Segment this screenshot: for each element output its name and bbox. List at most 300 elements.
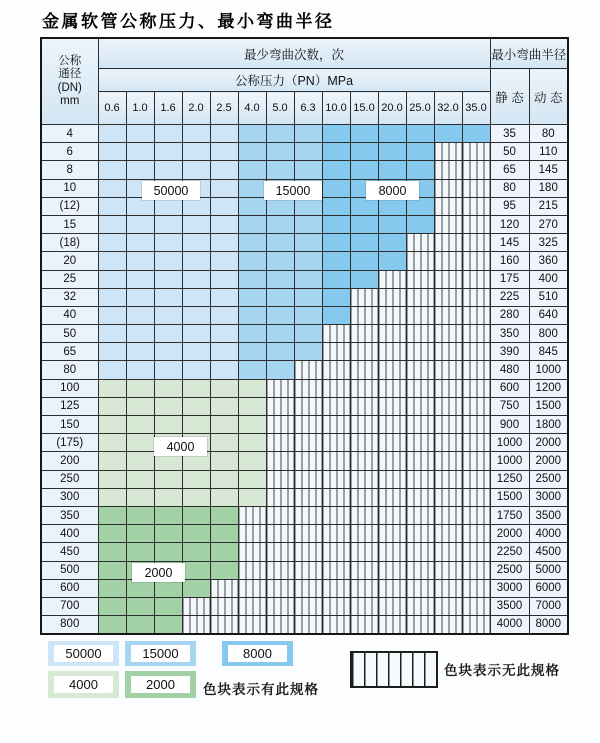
- spec-cell-4000: [98, 452, 126, 470]
- radius-header: 最小弯曲半径: [490, 38, 568, 69]
- dynamic-radius-cell: 2000: [529, 434, 568, 452]
- spec-cell-8000: [406, 215, 434, 233]
- spec-cell-15000: [266, 234, 294, 252]
- table-row-dn-600: [41, 579, 568, 597]
- pressure-col-2.5: 2.5: [210, 92, 238, 125]
- table-row-dn-350: [41, 506, 568, 524]
- no-spec-cell: [294, 506, 322, 524]
- spec-cell-8000: [378, 125, 406, 143]
- spec-cell-4000: [182, 488, 210, 506]
- no-spec-cell: [378, 488, 406, 506]
- dn-cell: 600: [41, 579, 98, 597]
- spec-cell-4000: [238, 379, 266, 397]
- no-spec-cell: [322, 325, 350, 343]
- no-spec-cell: [462, 252, 490, 270]
- spec-cell-15000: [238, 215, 266, 233]
- no-spec-cell: [238, 525, 266, 543]
- no-spec-cell: [462, 434, 490, 452]
- no-spec-cell: [350, 525, 378, 543]
- spec-cell-8000: [350, 161, 378, 179]
- no-spec-cell: [266, 397, 294, 415]
- spec-cell-50000: [126, 125, 154, 143]
- legend-has-spec-text: 色块表示有此规格: [203, 682, 319, 697]
- static-radius-cell: 3500: [490, 597, 529, 615]
- table-row-dn-700: [41, 597, 568, 615]
- no-spec-cell: [462, 397, 490, 415]
- no-spec-cell: [322, 616, 350, 634]
- pressure-col-6.3: 6.3: [294, 92, 322, 125]
- static-radius-cell: 480: [490, 361, 529, 379]
- no-spec-cell: [378, 452, 406, 470]
- no-spec-cell: [294, 470, 322, 488]
- spec-cell-4000: [98, 488, 126, 506]
- no-spec-cell: [406, 597, 434, 615]
- spec-cell-8000: [350, 234, 378, 252]
- spec-cell-2000: [126, 543, 154, 561]
- dn-cell: 50: [41, 325, 98, 343]
- spec-cell-4000: [126, 416, 154, 434]
- no-spec-cell: [434, 470, 462, 488]
- dn-cell: 500: [41, 561, 98, 579]
- spec-cell-50000: [210, 270, 238, 288]
- no-spec-cell: [210, 579, 238, 597]
- spec-cell-50000: [98, 252, 126, 270]
- spec-cell-4000: [98, 416, 126, 434]
- no-spec-cell: [350, 416, 378, 434]
- no-spec-cell: [350, 379, 378, 397]
- no-spec-cell: [406, 343, 434, 361]
- dn-header-line1: 公称: [58, 54, 82, 67]
- spec-table: [40, 37, 569, 635]
- no-spec-cell: [406, 397, 434, 415]
- spec-cell-50000: [182, 288, 210, 306]
- spec-cell-50000: [126, 215, 154, 233]
- no-spec-cell: [266, 488, 294, 506]
- no-spec-cell: [434, 488, 462, 506]
- table-row-dn-400: [41, 525, 568, 543]
- spec-cell-2000: [154, 543, 182, 561]
- dn-cell: 32: [41, 288, 98, 306]
- no-spec-cell: [378, 270, 406, 288]
- spec-cell-15000: [266, 306, 294, 324]
- no-spec-cell: [378, 506, 406, 524]
- no-spec-cell: [462, 143, 490, 161]
- spec-cell-50000: [98, 125, 126, 143]
- static-radius-cell: 1500: [490, 488, 529, 506]
- spec-cell-50000: [154, 306, 182, 324]
- spec-cell-15000: [238, 361, 266, 379]
- no-spec-cell: [266, 561, 294, 579]
- dn-cell: (12): [41, 197, 98, 215]
- no-spec-cell: [462, 579, 490, 597]
- spec-cell-50000: [98, 270, 126, 288]
- no-spec-cell: [378, 379, 406, 397]
- spec-cell-15000: [238, 343, 266, 361]
- spec-cell-8000: [322, 143, 350, 161]
- spec-cell-4000: [98, 379, 126, 397]
- static-radius-cell: 2500: [490, 561, 529, 579]
- pressure-col-32.0: 32.0: [434, 92, 462, 125]
- static-radius-cell: 1000: [490, 434, 529, 452]
- no-spec-cell: [406, 270, 434, 288]
- spec-cell-50000: [182, 125, 210, 143]
- table-row-dn-300: [41, 488, 568, 506]
- no-spec-cell: [266, 416, 294, 434]
- table-row-dn-200: [41, 452, 568, 470]
- spec-cell-4000: [182, 379, 210, 397]
- no-spec-cell: [462, 179, 490, 197]
- no-spec-cell: [266, 506, 294, 524]
- no-spec-cell: [322, 506, 350, 524]
- spec-cell-8000: [322, 125, 350, 143]
- pressure-col-0.6: 0.6: [98, 92, 126, 125]
- no-spec-cell: [462, 488, 490, 506]
- dn-cell: 300: [41, 488, 98, 506]
- page-title: 金属软管公称压力、最小弯曲半径: [42, 12, 335, 32]
- legend-swatch-15000: [125, 641, 196, 666]
- spec-cell-50000: [126, 343, 154, 361]
- no-spec-cell: [434, 616, 462, 634]
- spec-cell-15000: [294, 325, 322, 343]
- spec-cell-15000: [266, 125, 294, 143]
- spec-cell-4000: [182, 416, 210, 434]
- spec-cell-8000: [378, 143, 406, 161]
- dn-cell: (175): [41, 434, 98, 452]
- legend-swatch-50000-value: 50000: [54, 645, 113, 662]
- no-spec-cell: [434, 179, 462, 197]
- static-radius-cell: 280: [490, 306, 529, 324]
- no-spec-cell: [434, 197, 462, 215]
- spec-cell-50000: [126, 252, 154, 270]
- no-spec-cell: [378, 416, 406, 434]
- no-spec-cell: [406, 379, 434, 397]
- no-spec-cell: [434, 288, 462, 306]
- bend-count-header: 最少弯曲次数，次: [98, 38, 490, 69]
- table-row-dn-100: [41, 379, 568, 397]
- no-spec-cell: [434, 452, 462, 470]
- no-spec-cell: [266, 452, 294, 470]
- static-radius-cell: 160: [490, 252, 529, 270]
- dn-cell: 150: [41, 416, 98, 434]
- dynamic-radius-cell: 110: [529, 143, 568, 161]
- legend-no-spec-text: 色块表示无此规格: [444, 663, 560, 678]
- spec-cell-50000: [126, 143, 154, 161]
- dn-cell: 200: [41, 452, 98, 470]
- static-radius-cell: 120: [490, 215, 529, 233]
- no-spec-cell: [238, 561, 266, 579]
- no-spec-cell: [294, 488, 322, 506]
- spec-cell-50000: [126, 161, 154, 179]
- no-spec-cell: [294, 379, 322, 397]
- no-spec-cell: [406, 434, 434, 452]
- dynamic-radius-cell: 1000: [529, 361, 568, 379]
- table-row-dn-4: [41, 125, 568, 143]
- spec-cell-8000: [322, 179, 350, 197]
- no-spec-cell: [434, 361, 462, 379]
- no-spec-cell: [322, 343, 350, 361]
- zone-label-50000: 50000: [142, 181, 200, 200]
- spec-cell-50000: [210, 215, 238, 233]
- no-spec-cell: [434, 416, 462, 434]
- spec-cell-50000: [182, 270, 210, 288]
- no-spec-cell: [434, 325, 462, 343]
- no-spec-cell: [294, 616, 322, 634]
- no-spec-cell: [434, 343, 462, 361]
- spec-cell-50000: [210, 288, 238, 306]
- no-spec-cell: [406, 252, 434, 270]
- no-spec-cell: [378, 397, 406, 415]
- dynamic-radius-cell: 145: [529, 161, 568, 179]
- dynamic-radius-cell: 270: [529, 215, 568, 233]
- spec-cell-15000: [238, 179, 266, 197]
- dn-cell: 450: [41, 543, 98, 561]
- spec-cell-2000: [98, 616, 126, 634]
- pressure-header: 公称压力（PN）MPa: [98, 69, 490, 92]
- no-spec-cell: [406, 543, 434, 561]
- no-spec-cell: [406, 470, 434, 488]
- dynamic-radius-cell: 1200: [529, 379, 568, 397]
- no-spec-cell: [378, 579, 406, 597]
- spec-cell-8000: [322, 234, 350, 252]
- dn-cell: 4: [41, 125, 98, 143]
- no-spec-cell: [350, 616, 378, 634]
- dn-cell: 800: [41, 616, 98, 634]
- static-radius-cell: 225: [490, 288, 529, 306]
- no-spec-cell: [434, 506, 462, 524]
- static-radius-cell: 750: [490, 397, 529, 415]
- dynamic-radius-cell: 845: [529, 343, 568, 361]
- spec-cell-8000: [378, 234, 406, 252]
- table-row-dn-6: [41, 143, 568, 161]
- spec-cell-15000: [238, 143, 266, 161]
- legend-swatch-8000: [222, 641, 293, 666]
- spec-cell-4000: [154, 470, 182, 488]
- table-row-dn-250: [41, 470, 568, 488]
- spec-cell-50000: [210, 325, 238, 343]
- no-spec-cell: [378, 361, 406, 379]
- spec-cell-15000: [294, 143, 322, 161]
- table-row-dn-32: [41, 288, 568, 306]
- no-spec-cell: [266, 434, 294, 452]
- no-spec-cell: [434, 143, 462, 161]
- no-spec-cell: [294, 525, 322, 543]
- spec-cell-8000: [462, 125, 490, 143]
- dynamic-radius-cell: 325: [529, 234, 568, 252]
- legend-swatch-2000: [125, 671, 196, 698]
- no-spec-cell: [322, 543, 350, 561]
- spec-cell-15000: [238, 325, 266, 343]
- spec-cell-4000: [154, 397, 182, 415]
- spec-cell-2000: [210, 506, 238, 524]
- dn-cell: 6: [41, 143, 98, 161]
- static-radius-cell: 1000: [490, 452, 529, 470]
- no-spec-cell: [378, 525, 406, 543]
- no-spec-cell: [434, 270, 462, 288]
- no-spec-cell: [406, 306, 434, 324]
- spec-cell-50000: [126, 325, 154, 343]
- static-radius-cell: 350: [490, 325, 529, 343]
- no-spec-cell: [266, 579, 294, 597]
- static-radius-cell: 145: [490, 234, 529, 252]
- dn-cell: 8: [41, 161, 98, 179]
- static-radius-cell: 80: [490, 179, 529, 197]
- spec-cell-2000: [182, 543, 210, 561]
- no-spec-cell: [266, 616, 294, 634]
- pressure-values-row: [41, 92, 568, 125]
- legend-swatch-50000: [48, 641, 119, 666]
- static-radius-cell: 3000: [490, 579, 529, 597]
- no-spec-cell: [378, 288, 406, 306]
- spec-cell-15000: [294, 125, 322, 143]
- dynamic-radius-cell: 360: [529, 252, 568, 270]
- no-spec-cell: [406, 234, 434, 252]
- spec-cell-15000: [294, 161, 322, 179]
- no-spec-cell: [350, 470, 378, 488]
- no-spec-cell: [350, 452, 378, 470]
- dynamic-radius-cell: 2500: [529, 470, 568, 488]
- spec-cell-50000: [182, 306, 210, 324]
- dn-header: [41, 38, 98, 125]
- spec-cell-50000: [98, 197, 126, 215]
- spec-cell-2000: [98, 543, 126, 561]
- spec-cell-4000: [126, 470, 154, 488]
- no-spec-cell: [406, 288, 434, 306]
- spec-cell-2000: [98, 579, 126, 597]
- spec-cell-50000: [126, 361, 154, 379]
- spec-cell-4000: [210, 452, 238, 470]
- pressure-col-1.0: 1.0: [126, 92, 154, 125]
- spec-cell-2000: [154, 597, 182, 615]
- table-row-dn-450: [41, 543, 568, 561]
- spec-cell-4000: [126, 452, 154, 470]
- static-radius-cell: 2250: [490, 543, 529, 561]
- dynamic-radius-cell: 6000: [529, 579, 568, 597]
- spec-cell-50000: [126, 270, 154, 288]
- spec-cell-2000: [126, 525, 154, 543]
- table-body: [41, 125, 568, 634]
- no-spec-cell: [294, 561, 322, 579]
- pressure-col-2.0: 2.0: [182, 92, 210, 125]
- dynamic-radius-cell: 180: [529, 179, 568, 197]
- dn-header-line3: (DN): [57, 81, 82, 94]
- spec-cell-4000: [238, 452, 266, 470]
- no-spec-cell: [462, 543, 490, 561]
- spec-cell-2000: [126, 616, 154, 634]
- no-spec-cell: [350, 397, 378, 415]
- spec-cell-50000: [182, 252, 210, 270]
- spec-cell-50000: [98, 143, 126, 161]
- no-spec-cell: [406, 506, 434, 524]
- no-spec-cell: [266, 379, 294, 397]
- table-row-dn-800: [41, 616, 568, 634]
- no-spec-cell: [350, 561, 378, 579]
- no-spec-cell: [350, 579, 378, 597]
- spec-cell-2000: [210, 543, 238, 561]
- no-spec-cell: [322, 379, 350, 397]
- spec-cell-15000: [266, 270, 294, 288]
- no-spec-cell: [238, 506, 266, 524]
- legend-swatch-8000-value: 8000: [228, 645, 287, 662]
- spec-cell-50000: [98, 361, 126, 379]
- no-spec-cell: [378, 325, 406, 343]
- table-row-dn-20: [41, 252, 568, 270]
- spec-cell-2000: [98, 506, 126, 524]
- dynamic-radius-cell: 5000: [529, 561, 568, 579]
- no-spec-cell: [462, 470, 490, 488]
- dn-cell: 125: [41, 397, 98, 415]
- spec-cell-8000: [350, 252, 378, 270]
- no-spec-cell: [350, 597, 378, 615]
- no-spec-cell: [462, 506, 490, 524]
- no-spec-cell: [406, 561, 434, 579]
- dn-cell: 400: [41, 525, 98, 543]
- spec-cell-50000: [154, 125, 182, 143]
- static-radius-cell: 35: [490, 125, 529, 143]
- no-spec-cell: [350, 506, 378, 524]
- dynamic-radius-cell: 80: [529, 125, 568, 143]
- spec-cell-8000: [322, 215, 350, 233]
- spec-cell-8000: [406, 125, 434, 143]
- no-spec-cell: [462, 234, 490, 252]
- spec-cell-50000: [154, 234, 182, 252]
- spec-cell-2000: [182, 525, 210, 543]
- spec-cell-50000: [154, 325, 182, 343]
- no-spec-cell: [462, 416, 490, 434]
- dynamic-radius-cell: 4500: [529, 543, 568, 561]
- legend-swatch-4000-value: 4000: [54, 676, 113, 693]
- spec-cell-4000: [154, 488, 182, 506]
- no-spec-cell: [322, 452, 350, 470]
- dn-cell: 100: [41, 379, 98, 397]
- no-spec-cell: [210, 616, 238, 634]
- table-row-dn-(18): [41, 234, 568, 252]
- no-spec-cell: [462, 161, 490, 179]
- dn-cell: (18): [41, 234, 98, 252]
- spec-cell-8000: [322, 306, 350, 324]
- spec-cell-4000: [210, 434, 238, 452]
- spec-cell-2000: [154, 506, 182, 524]
- dynamic-radius-cell: 640: [529, 306, 568, 324]
- static-radius-cell: 65: [490, 161, 529, 179]
- dn-cell: 350: [41, 506, 98, 524]
- spec-cell-50000: [154, 343, 182, 361]
- zone-label-8000: 8000: [366, 181, 419, 200]
- spec-cell-8000: [378, 161, 406, 179]
- spec-cell-50000: [210, 179, 238, 197]
- spec-cell-4000: [126, 397, 154, 415]
- spec-cell-50000: [154, 361, 182, 379]
- dynamic-radius-cell: 7000: [529, 597, 568, 615]
- no-spec-cell: [406, 416, 434, 434]
- spec-cell-50000: [126, 306, 154, 324]
- spec-cell-15000: [238, 234, 266, 252]
- spec-cell-2000: [98, 597, 126, 615]
- spec-cell-50000: [98, 325, 126, 343]
- spec-cell-2000: [126, 506, 154, 524]
- no-spec-cell: [378, 470, 406, 488]
- spec-cell-15000: [294, 306, 322, 324]
- no-spec-cell: [406, 325, 434, 343]
- spec-cell-4000: [238, 470, 266, 488]
- no-spec-cell: [462, 452, 490, 470]
- no-spec-cell: [434, 543, 462, 561]
- dn-cell: 25: [41, 270, 98, 288]
- no-spec-cell: [462, 197, 490, 215]
- no-spec-cell: [350, 488, 378, 506]
- dynamic-radius-cell: 400: [529, 270, 568, 288]
- spec-cell-50000: [182, 234, 210, 252]
- no-spec-cell: [350, 361, 378, 379]
